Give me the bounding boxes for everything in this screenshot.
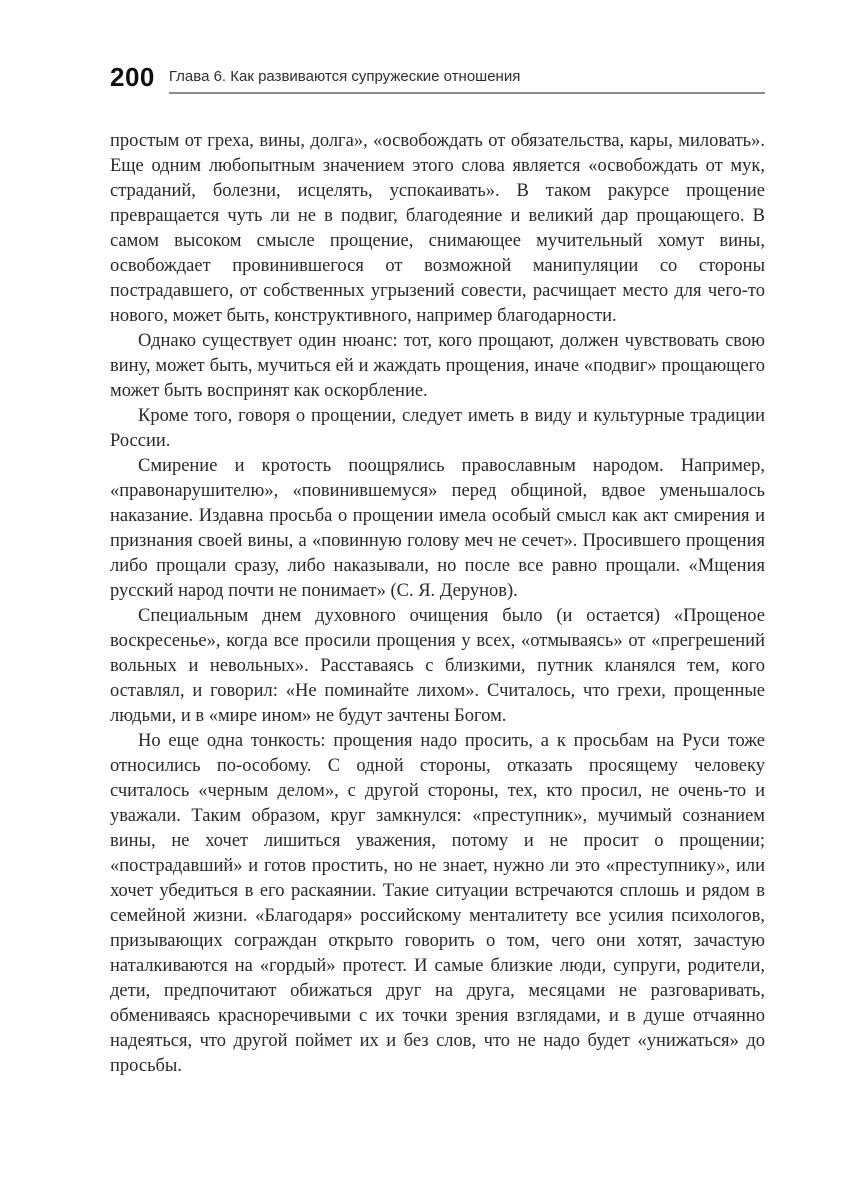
header-rule xyxy=(169,69,765,95)
paragraph-1: простым от греха, вины, долга», «освобождать от обязательства, кары, миловать». Еще одним любопытным значением этого слова является «освобождать от мук, страданий, болезни, исцелять, успокаивать». В таком ракурсе прощение превращается чуть ли не в подвиг, благодеяние и великий дар прощающего. В самом высоком смысле прощение, снимающее мучительный хомут вины, освобождает провинившегося от возможной манипуляции со стороны пострадавшего, от собственных угрызений совести, расчищает место для чего-то нового, может быть, конструктивного, например благодарности. xyxy=(110,131,765,326)
paragraph-3: Кроме того, говоря о прощении, следует иметь в виду и культурные традиции России. xyxy=(110,406,765,451)
paragraph-4: Смирение и кротость поощрялись православным народом. Например, «правонарушителю», «повинившемуся» перед общиной, вдвое уменьшалось наказание. Издавна просьба о прощении имела особый смысл как акт смирения и признания своей вины, а «повинную голову меч не сечет». Просившего прощения либо прощали сразу, либо наказывали, но после все равно прощали. «Мщения русский народ почти не понимает» (С. Я. Дерунов). xyxy=(110,456,765,601)
chapter-title: Глава 6. Как развиваются супружеские отношения xyxy=(168,67,521,85)
paragraph-5: Специальным днем духовного очищения было (и остается) «Прощеное воскресенье», когда все просили прощения у всех, «отмываясь» от «прегрешений вольных и невольных». Расставаясь с близкими, путник кланялся тем, кого оставлял, и говорил: «Не поминайте лихом». Считалось, что грехи, прощенные людьми, и в «мире ином» не будут зачтены Богом. xyxy=(110,606,765,726)
body-text xyxy=(110,129,765,1079)
paragraph-2: Однако существует один нюанс: тот, кого прощают, должен чувствовать свою вину, может быть, мучиться ей и жаждать прощения, иначе «подвиг» прощающего может быть воспринят как оскорбление. xyxy=(110,331,765,401)
running-head xyxy=(110,64,765,94)
page-number: 200 xyxy=(110,62,155,92)
paragraph-6: Но еще одна тонкость: прощения надо просить, а к просьбам на Руси тоже относились по-особому. С одной стороны, отказать просящему человеку считалось «черным делом», с другой стороны, тех, кто просил, не очень-то и уважали. Таким образом, круг замкнулся: «преступник», мучимый сознанием вины, не хочет лишиться уважения, потому и не просит о прощении; «пострадавший» и готов простить, но не знает, нужно ли это «преступнику», или хочет убедиться в его раскаянии. Такие ситуации встречаются сплошь и рядом в семейной жизни. «Благодаря» российскому менталитету все усилия психологов, призывающих сограждан открыто говорить о том, чего они хотят, зачастую наталкиваются на «гордый» протест. И самые близкие люди, супруги, родители, дети, предпочитают обижаться друг на друга, месяцами не разговаривать, обмениваясь красноречивыми с их точки зрения взглядами, и в душе отчаянно надеяться, что другой поймет их и без слов, что не надо будет «унижаться» до просьбы. xyxy=(110,731,765,1076)
